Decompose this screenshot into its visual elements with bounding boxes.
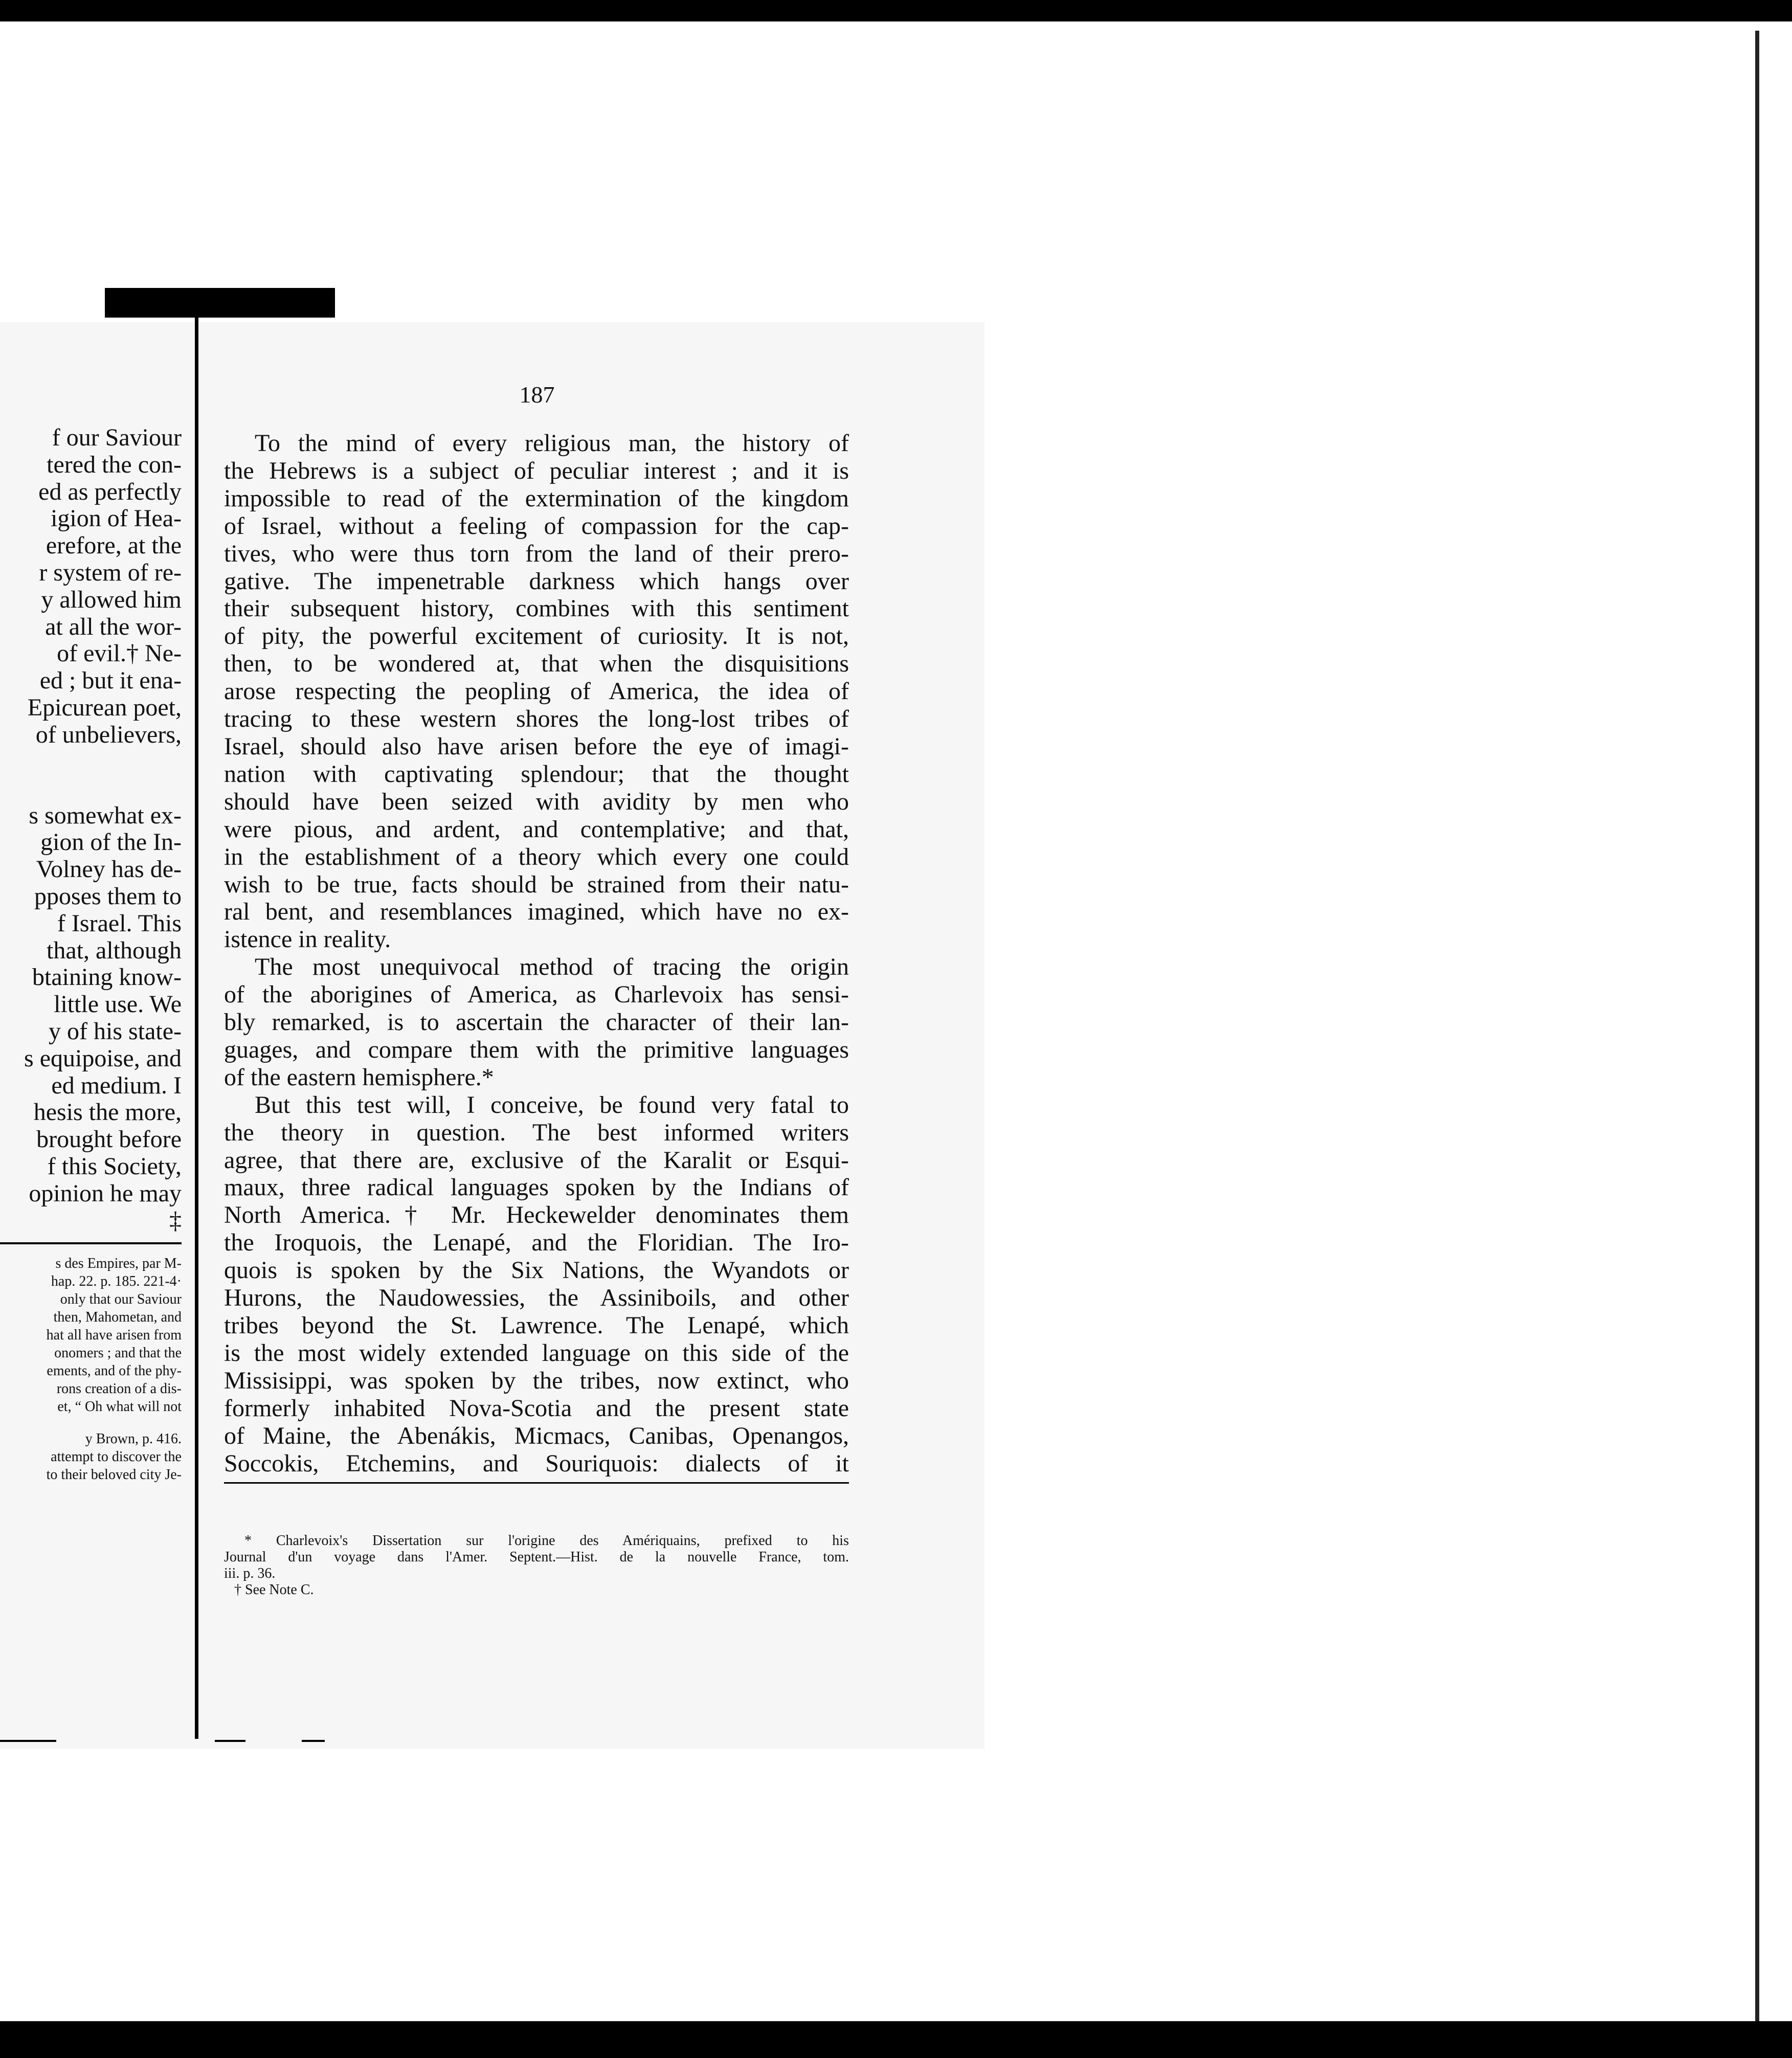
left-text-line: f this Society, (47, 1152, 182, 1180)
left-text-line: ed ; but it ena- (39, 667, 182, 695)
left-text-line: brought before (36, 1126, 182, 1153)
main-text-line: nation with captivating splendour; that the thought (224, 760, 849, 788)
footnote-line: iii. p. 36. (224, 1565, 276, 1581)
left-text-line: erefore, at the (46, 532, 182, 560)
left-text-line: tered the con- (47, 451, 182, 478)
main-text-line: Israel, should also have arisen before the eye of imagi- (224, 732, 849, 760)
left-footnote-line: s des Empires, par M- (55, 1256, 182, 1272)
main-text-line: of pity, the powerful excitement of curiosity. It is not, (224, 622, 849, 650)
main-text-line: the Iroquois, the Lenapé, and the Floridian. The Iro- (224, 1229, 849, 1257)
left-footnote-line: hap. 22. p. 185. 221-4· (51, 1273, 182, 1290)
left-text-line: pposes them to (34, 882, 182, 910)
bottom-scan-border (0, 2021, 1792, 2058)
left-text-line: little use. We (54, 991, 182, 1018)
left-text-line: btaining know- (32, 964, 182, 991)
left-footnote-line: ements, and of the phy- (47, 1363, 182, 1379)
main-text-line: in the establishment of a theory which every one could (224, 843, 849, 870)
left-gap (0, 749, 182, 802)
main-text-line: the theory in question. The best informed writers (224, 1119, 849, 1146)
main-text-line: should have been seized with avidity by men who (224, 788, 849, 815)
bottom-mark-right (302, 1740, 325, 1742)
left-footnote-line: rons creation of a dis- (56, 1381, 182, 1397)
main-text-line: Missisippi, was spoken by the tribes, now extinct, who (224, 1367, 849, 1394)
main-text-line: then, to be wondered at, that when the disquisitions (224, 650, 849, 678)
left-footnote-line: et, “ Oh what will not (57, 1399, 182, 1415)
left-footnote-rule (0, 1242, 182, 1244)
main-text-line: of the eastern hemisphere.* (224, 1063, 494, 1091)
main-text-line: of Israel, without a feeling of compassion for the cap- (224, 512, 849, 540)
left-footnote-gap (0, 1416, 182, 1430)
left-text-line: Epicurean poet, (27, 694, 182, 721)
main-text-line: North America.† Mr. Heckewelder denominates them (224, 1201, 849, 1229)
main-text-line: To the mind of every religious man, the history of (255, 430, 849, 457)
gutter-rule (195, 317, 198, 1739)
left-text-line: that, although (47, 936, 182, 964)
main-text-line: tribes beyond the St. Lawrence. The Lenapé, which (224, 1312, 849, 1339)
main-text-line: wish to be true, facts should be strained from their natu- (224, 870, 849, 898)
main-text-line: impossible to read of the extermination of the kingdom (224, 484, 849, 512)
left-footnote-line: attempt to discover the (51, 1449, 182, 1465)
left-text-line: at all the wor- (45, 613, 182, 640)
main-text-line: the Hebrews is a subject of peculiar interest ; and it is (224, 457, 849, 484)
main-text-line: But this test will, I conceive, be found very fatal to (255, 1091, 849, 1119)
footnotes (224, 1533, 849, 1598)
left-text-line: f our Saviour (52, 424, 182, 451)
right-edge-line (1755, 31, 1759, 2025)
main-text-line: of Maine, the Abenákis, Micmacs, Canibas, Openangos, (224, 1422, 849, 1449)
footnote-rule (224, 1482, 849, 1484)
main-text-line: maux, three radical languages spoken by the Indians of (224, 1174, 849, 1201)
main-text-line: formerly inhabited Nova-Scotia and the present state (224, 1394, 849, 1422)
left-footnotes-1 (0, 1255, 182, 1416)
left-page-column (0, 424, 182, 1484)
page-number: 187 (519, 382, 555, 408)
left-text-line: gion of the In- (40, 829, 182, 856)
left-text-line: ed as perfectly (38, 478, 182, 505)
left-footnotes-2 (0, 1430, 182, 1484)
left-text-line: s somewhat ex- (29, 801, 182, 829)
main-text-line: istence in reality. (224, 926, 391, 953)
left-text-line: ed medium. I (51, 1071, 182, 1099)
left-text-line: r system of re- (39, 558, 182, 586)
left-text-line: igion of Hea- (51, 505, 182, 532)
left-text-line: hesis the more, (33, 1099, 182, 1126)
main-text-line: were pious, and ardent, and contemplative; and that, (224, 815, 849, 843)
main-text-line: ral bent, and resemblances imagined, which have no ex- (224, 898, 849, 926)
main-text-line: is the most widely extended language on this side of the (224, 1339, 849, 1367)
left-footnote-line: only that our Saviour (60, 1291, 182, 1308)
binding-block (105, 288, 335, 318)
left-text-line: f Israel. This (57, 909, 182, 937)
bottom-mark-left (0, 1740, 56, 1742)
left-text-line: of evil.† Ne- (57, 640, 182, 667)
left-text-line: opinion he may (29, 1179, 182, 1207)
right-margin-bar (1748, 21, 1792, 2021)
main-text-line: bly remarked, is to ascertain the character of their lan- (224, 1009, 849, 1036)
main-text-line: tives, who were thus torn from the land of their prero- (224, 540, 849, 567)
main-text-line: their subsequent history, combines with this sentiment (224, 595, 849, 622)
main-text-line: quois is spoken by the Six Nations, the Wyandots or (224, 1257, 849, 1284)
left-footnote-line: hat all have arisen from (46, 1327, 182, 1344)
left-footnote-line: onomers ; and that the (54, 1345, 182, 1361)
main-text-line: agree, that there are, exclusive of the Karalit or Esqui- (224, 1146, 849, 1174)
left-footnote-line: y Brown, p. 416. (85, 1431, 182, 1447)
main-text-line: Hurons, the Naudowessies, the Assiniboils, and other (224, 1284, 849, 1312)
left-text-line: y allowed him (41, 586, 182, 613)
left-text-line: of unbelievers, (35, 721, 182, 748)
left-text-line: y of his state- (49, 1017, 182, 1045)
main-text-line: Soccokis, Etchemins, and Souriquois: dialects of it (224, 1449, 849, 1477)
main-text-line: guages, and compare them with the primitive languages (224, 1036, 849, 1063)
left-text-line: Volney has de- (36, 856, 182, 883)
bottom-mark-center (215, 1740, 245, 1742)
footnote-line: Journal d'un voyage dans l'Amer. Septent.—Hist. de la nouvelle France, tom. (224, 1549, 849, 1565)
left-text-line: s equipoise, and (24, 1044, 182, 1072)
main-text-line: tracing to these western shores the long-lost tribes of (224, 705, 849, 733)
left-footnote-line: to their beloved city Je- (46, 1467, 182, 1483)
footnote-line: * Charlevoix's Dissertation sur l'origine des Amériquains, prefixed to his (244, 1533, 849, 1549)
left-text-block-1 (0, 424, 182, 749)
left-text-line: ‡ (169, 1206, 182, 1234)
left-footnote-line: then, Mahometan, and (53, 1309, 182, 1326)
footnote-line: † See Note C. (234, 1582, 314, 1598)
main-text-line: of the aborigines of America, as Charlevoix has sensi- (224, 981, 849, 1009)
main-text-line: arose respecting the peopling of America, the idea of (224, 678, 849, 705)
main-text-column (224, 430, 849, 1494)
main-text-line: gative. The impenetrable darkness which hangs over (224, 567, 849, 595)
left-text-block-2 (0, 802, 182, 1235)
main-text-line: The most unequivocal method of tracing the origin (255, 953, 849, 981)
